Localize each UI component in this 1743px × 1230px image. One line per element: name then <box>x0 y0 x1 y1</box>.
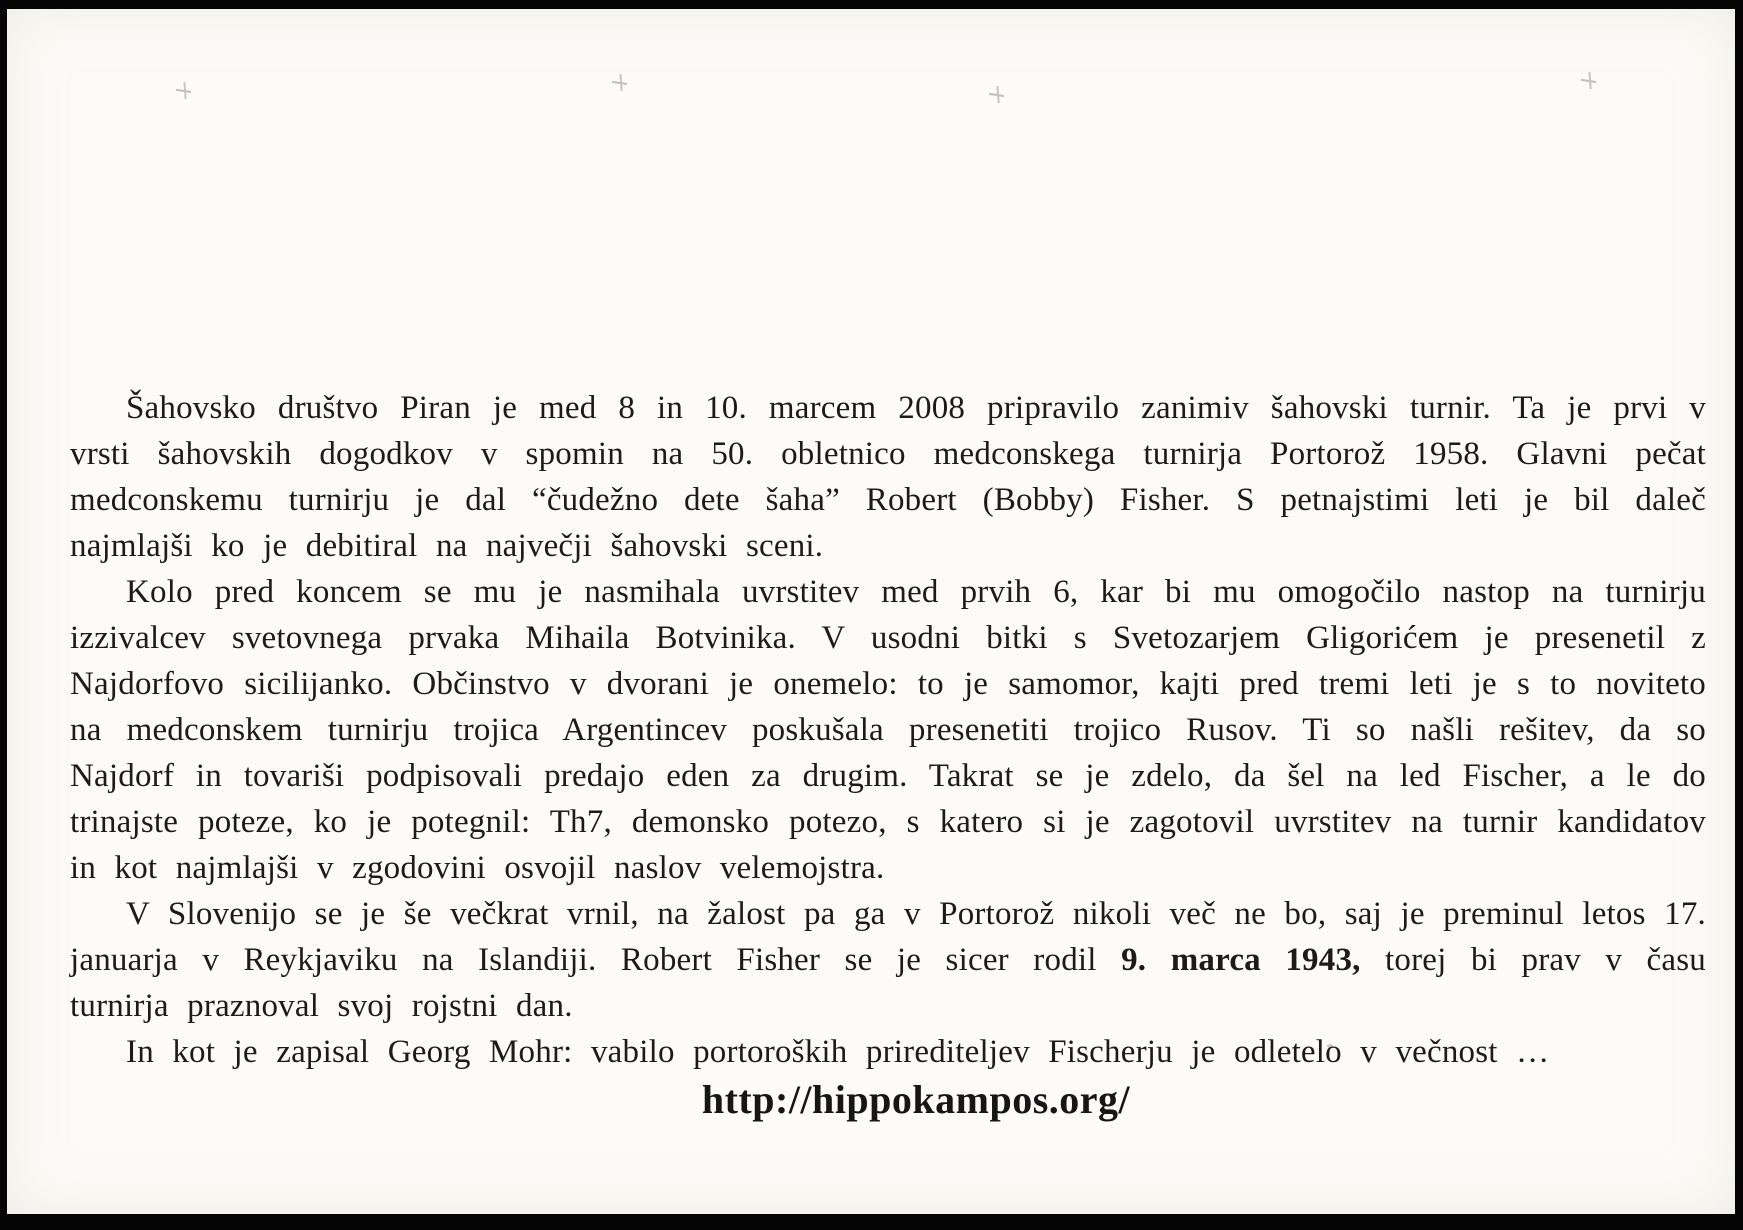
paragraph-slovenia-tail: torej bi prav v času turnirja praznoval svoj rojstni dan. <box>70 942 1706 1024</box>
paragraph-tournament-story: Kolo pred koncem se mu je nasmihala uvrstitev med prvih 6, kar bi mu omogočilo nastop na turnirju izzivalcev svetovnega prvaka Mihaila Botvinika. V usodni bitki s Svetozarjem Gligorićem je presenetil z Najdorfovo sicilijanko. Občinstvo v dvorani je onemelo: to je samomor, kajti pred tremi leti je s to noviteto na medconskem turnirju trojica Argentincev poskušala presenetiti trojico Rusov. Ti so našli rešitev, da so Najdorf in tovariši podpisovali predajo eden za drugim. Takrat se je zdelo, da šel na led Fischer, a le do trinajste poteze, ko je potegnil: Th7, demonsko potezo, s katero si je zagotovil uvrstitev na turnir kandidatov in kot najmlajši v zgodovini osvojil naslov velemojstra. <box>70 574 1706 886</box>
crop-mark-icon <box>1580 71 1598 91</box>
crop-mark-icon <box>175 81 193 101</box>
paragraph-slovenia <box>70 891 1706 1029</box>
crop-mark-icon <box>611 73 629 93</box>
page-background <box>7 9 1735 1214</box>
birth-date-bold: 9. marca 1943, <box>1121 942 1361 978</box>
site-url: http://hippokampos.org/ <box>701 1077 1131 1122</box>
document-text <box>70 385 1706 1125</box>
paragraph-closing-quote: In kot je zapisal Georg Mohr: vabilo portoroških prirediteljev Fischerju je odletelo v večnost … <box>126 1034 1550 1070</box>
paragraph-slovenia-text: V Slovenijo se je še večkrat vrnil, na žalost pa ga v Portorož nikoli več ne bo, saj je preminul letos 17. januarja v Reykjaviku na Islandiji. Robert Fisher se je sicer rodil <box>70 896 1706 978</box>
crop-mark-icon <box>988 85 1006 105</box>
paragraph-intro: Šahovsko društvo Piran je med 8 in 10. marcem 2008 pripravilo zanimiv šahovski turnir. Ta je prvi v vrsti šahovskih dogodkov v spomin na 50. obletnico medconskega turnirja Portorož 1958. Glavni pečat medconskemu turnirju je dal “čudežno dete šaha” Robert (Bobby) Fisher. S petnajstimi leti je bil daleč najmlajši ko je debitiral na največji šahovski sceni. <box>70 390 1706 564</box>
